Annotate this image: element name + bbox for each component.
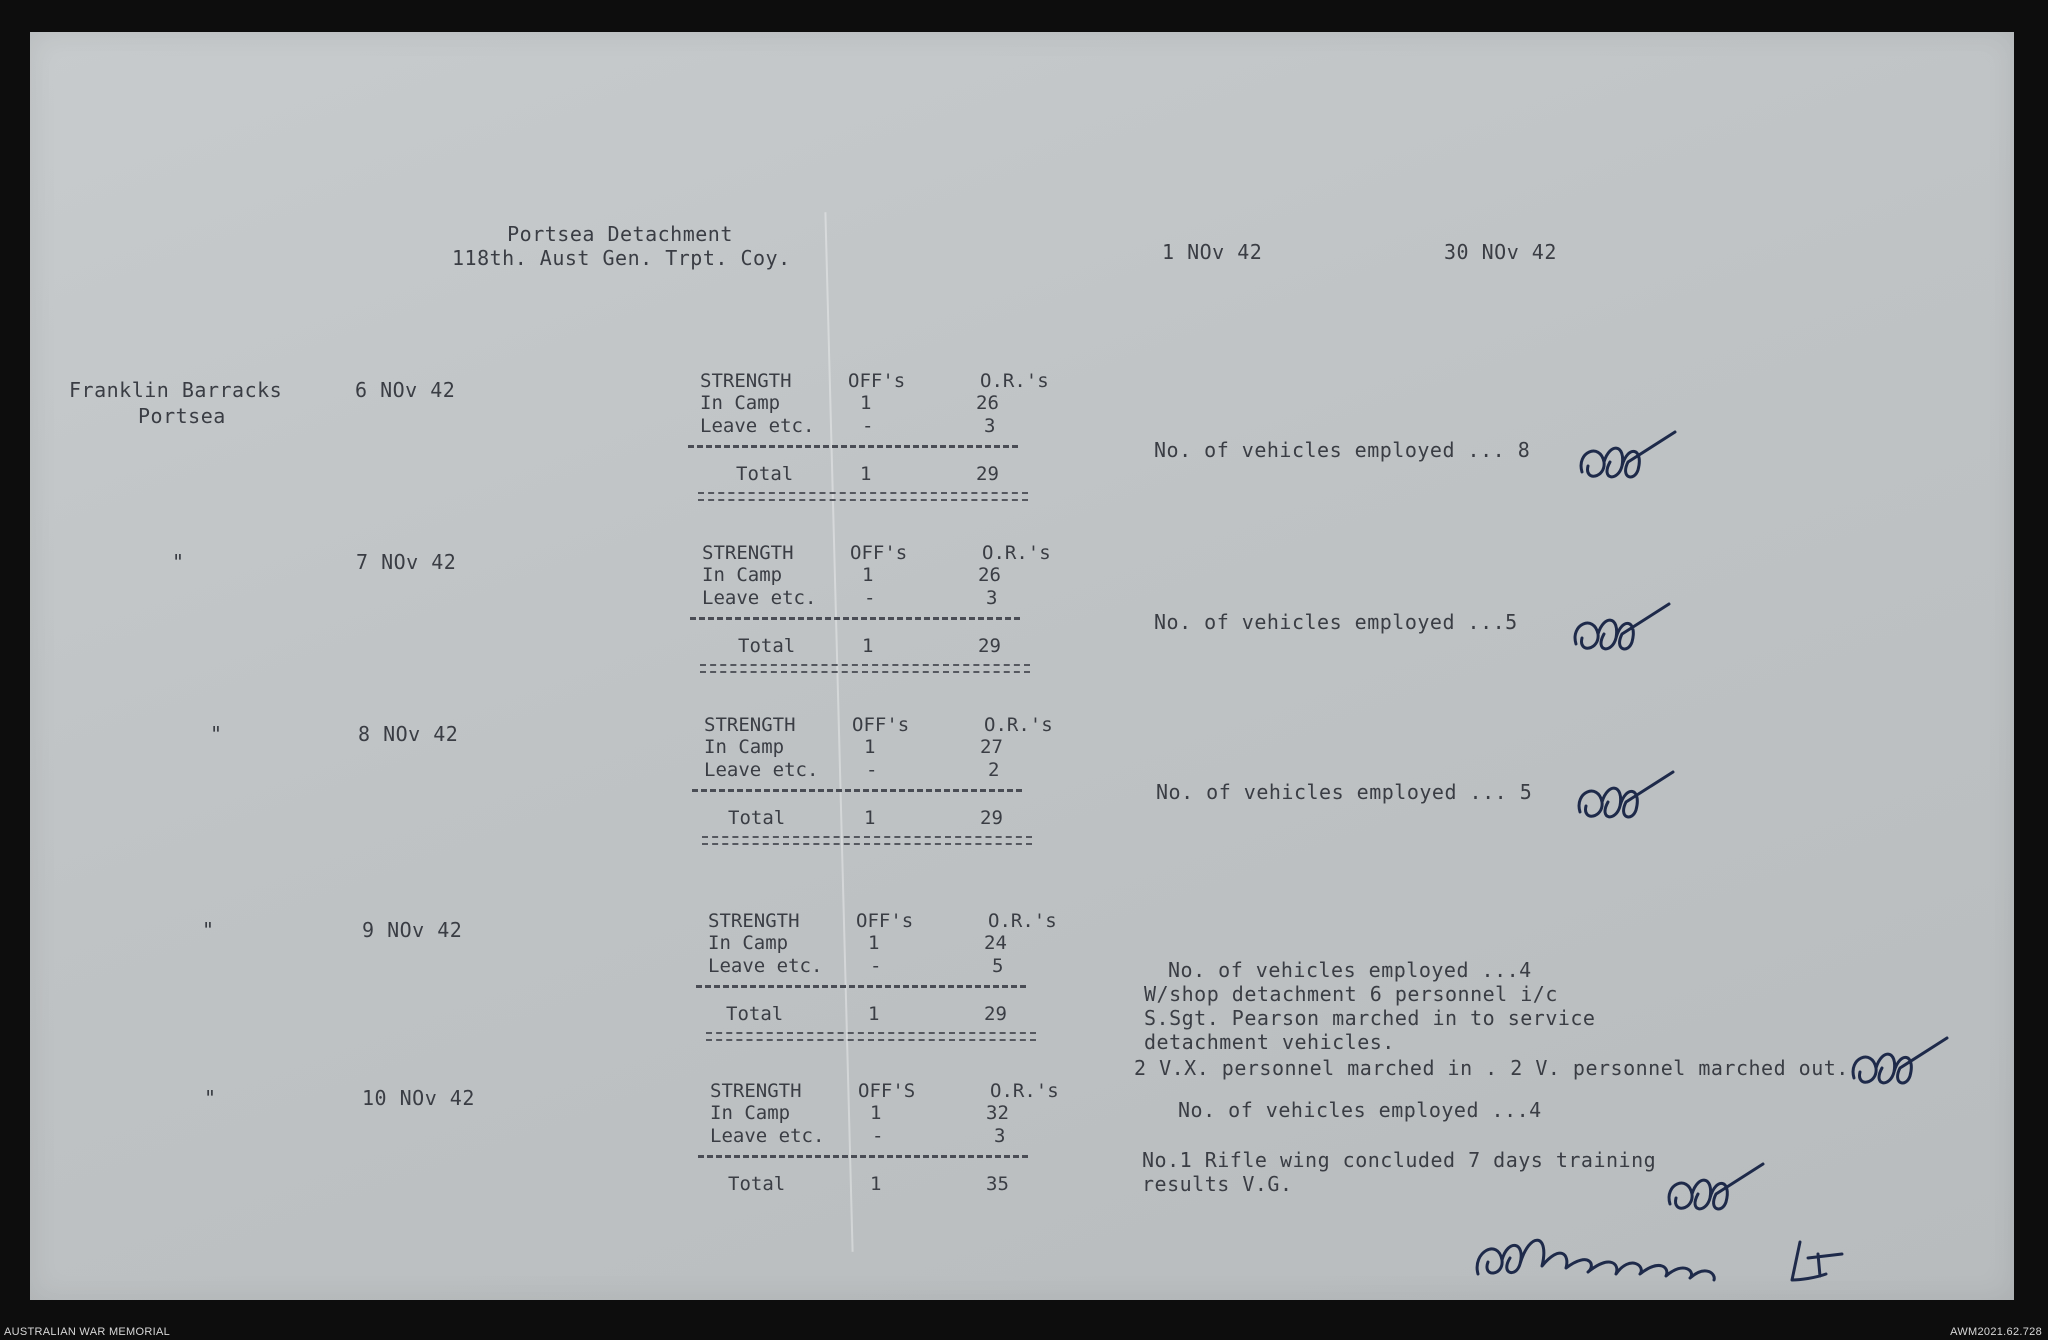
footer-accession: AWM2021.62.728 [1950, 1326, 2042, 1338]
initials-mark [1568, 762, 1678, 832]
remark-line: No. of vehicles employed ... 5 [1156, 780, 1533, 804]
remark-line: No.1 Rifle wing concluded 7 days training [1142, 1148, 1657, 1172]
in-camp-ors: 27 [980, 736, 1003, 758]
in-camp-ors: 32 [986, 1102, 1009, 1124]
total-ors: 29 [976, 463, 999, 485]
leave-offs: - [866, 759, 878, 781]
offs-header: OFF's [848, 370, 906, 392]
in-camp-ors: 24 [984, 932, 1007, 954]
leave-ors: 3 [994, 1125, 1006, 1147]
location-line1: Franklin Barracks [69, 378, 283, 402]
total-label: Total [728, 807, 786, 829]
in-camp-offs: 1 [862, 564, 874, 586]
in-camp-ors: 26 [976, 392, 999, 414]
leave-offs: - [862, 415, 874, 437]
remark-line: No. of vehicles employed ...5 [1154, 610, 1518, 634]
offs-header: OFF's [856, 910, 914, 932]
unit-name-line1: Portsea Detachment [507, 222, 733, 246]
total-offs: 1 [862, 635, 874, 657]
ditto-mark: " [204, 1086, 217, 1110]
total-label: Total [728, 1173, 786, 1195]
strength-table [690, 542, 1050, 727]
entry-date: 8 NOv 42 [358, 722, 459, 746]
total-label: Total [738, 635, 796, 657]
strength-label: STRENGTH [700, 370, 792, 392]
total-ors: 29 [980, 807, 1003, 829]
table-rule [688, 445, 1018, 448]
total-offs: 1 [864, 807, 876, 829]
ors-header: O.R.'s [990, 1080, 1059, 1102]
leave-ors: 2 [988, 759, 1000, 781]
entry-date: 9 NOv 42 [362, 918, 463, 942]
remark-line: No. of vehicles employed ... 8 [1154, 438, 1531, 462]
total-offs: 1 [870, 1173, 882, 1195]
ditto-mark: " [202, 918, 215, 942]
in-camp-offs: 1 [860, 392, 872, 414]
leave-ors: 3 [986, 587, 998, 609]
table-double-rule [706, 1032, 1036, 1041]
ditto-mark: " [172, 550, 185, 574]
in-camp-offs: 1 [870, 1102, 882, 1124]
leave-label: Leave etc. [702, 587, 817, 609]
in-camp-label: In Camp [708, 932, 789, 954]
leave-label: Leave etc. [700, 415, 815, 437]
total-label: Total [736, 463, 794, 485]
remark-line: No. of vehicles employed ...4 [1168, 958, 1532, 982]
total-offs: 1 [868, 1003, 880, 1025]
ors-header: O.R.'s [984, 714, 1053, 736]
leave-offs: - [864, 587, 876, 609]
ors-header: O.R.'s [982, 542, 1051, 564]
table-double-rule [700, 664, 1030, 673]
strength-label: STRENGTH [704, 714, 796, 736]
initials-mark [1842, 1028, 1952, 1098]
in-camp-offs: 1 [868, 932, 880, 954]
ors-header: O.R.'s [980, 370, 1049, 392]
leave-label: Leave etc. [708, 955, 823, 977]
leave-label: Leave etc. [704, 759, 819, 781]
ditto-mark: " [210, 722, 223, 746]
initials-mark [1564, 594, 1674, 664]
entry-date: 10 NOv 42 [362, 1086, 475, 1110]
in-camp-label: In Camp [700, 392, 781, 414]
strength-table [692, 714, 1052, 899]
ors-header: O.R.'s [988, 910, 1057, 932]
offs-header: OFF'S [858, 1080, 916, 1102]
in-camp-label: In Camp [710, 1102, 791, 1124]
strength-table [696, 910, 1056, 1095]
strength-table [688, 370, 1048, 555]
table-rule [692, 789, 1022, 792]
offs-header: OFF's [850, 542, 908, 564]
strength-label: STRENGTH [708, 910, 800, 932]
total-offs: 1 [860, 463, 872, 485]
leave-offs: - [872, 1125, 884, 1147]
table-rule [696, 985, 1026, 988]
table-rule [690, 617, 1020, 620]
table-rule [698, 1155, 1028, 1158]
entry-date: 7 NOv 42 [356, 550, 457, 574]
strength-label: STRENGTH [702, 542, 794, 564]
document-page [30, 32, 2014, 1300]
offs-header: OFF's [852, 714, 910, 736]
total-ors: 29 [978, 635, 1001, 657]
remark-line: 2 V.X. personnel marched in . 2 V. personnel marched out. [1134, 1056, 1849, 1080]
signature [1470, 1214, 1890, 1294]
table-double-rule [698, 492, 1028, 501]
initials-mark [1570, 422, 1680, 492]
leave-ors: 3 [984, 415, 996, 437]
in-camp-offs: 1 [864, 736, 876, 758]
in-camp-label: In Camp [702, 564, 783, 586]
entry-date: 6 NOv 42 [355, 378, 456, 402]
remark-line: W/shop detachment 6 personnel i/c [1144, 982, 1558, 1006]
leave-offs: - [870, 955, 882, 977]
strength-label: STRENGTH [710, 1080, 802, 1102]
date-to: 30 NOv 42 [1444, 240, 1557, 264]
strength-table [698, 1080, 1058, 1265]
footer-source: AUSTRALIAN WAR MEMORIAL [4, 1326, 171, 1338]
remark-line: No. of vehicles employed ...4 [1178, 1098, 1542, 1122]
total-label: Total [726, 1003, 784, 1025]
total-ors: 29 [984, 1003, 1007, 1025]
unit-name-line2: 118th. Aust Gen. Trpt. Coy. [452, 246, 791, 270]
table-double-rule [702, 836, 1032, 845]
location-line2: Portsea [138, 404, 226, 428]
leave-ors: 5 [992, 955, 1004, 977]
remark-line: results V.G. [1142, 1172, 1293, 1196]
remark-line: S.Sgt. Pearson marched in to service [1144, 1006, 1596, 1030]
remark-line: detachment vehicles. [1144, 1030, 1395, 1054]
total-ors: 35 [986, 1173, 1009, 1195]
leave-label: Leave etc. [710, 1125, 825, 1147]
in-camp-label: In Camp [704, 736, 785, 758]
in-camp-ors: 26 [978, 564, 1001, 586]
date-from: 1 NOv 42 [1162, 240, 1263, 264]
